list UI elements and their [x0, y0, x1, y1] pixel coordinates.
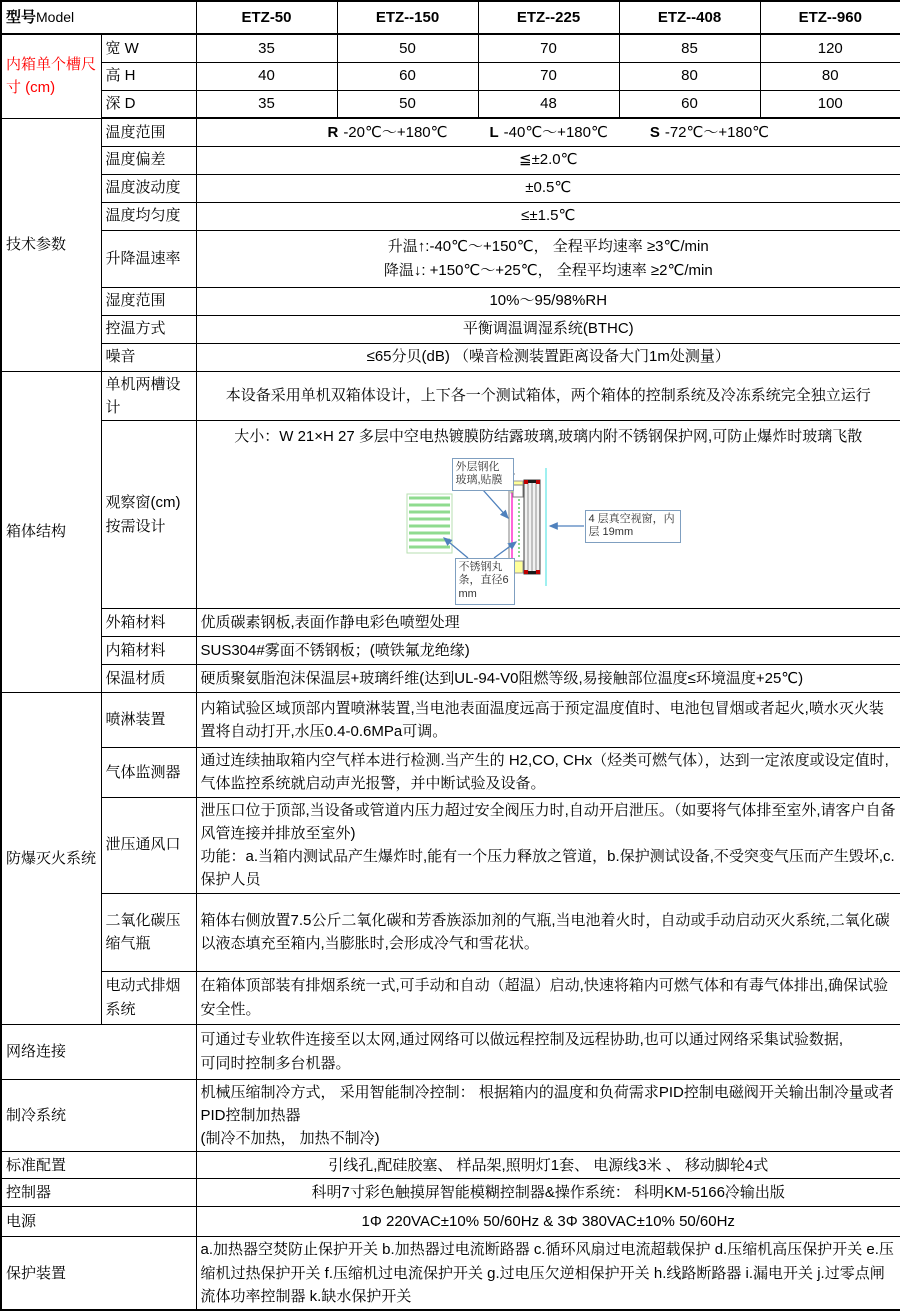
value-temp-deviation: ≦±2.0℃ — [196, 146, 900, 174]
callout-arrows — [444, 490, 584, 558]
handle-block — [513, 485, 523, 497]
model-label-cn: 型号 — [6, 9, 36, 26]
row-smoke-exhaust — [1, 971, 900, 1024]
range-R: R -20℃～+180℃ — [327, 121, 447, 144]
row-insulation — [1, 665, 900, 693]
row-label-smoke-exhaust: 电动式排烟系统 — [101, 971, 196, 1024]
value-cell: 35 — [196, 90, 337, 118]
row-label-gas-monitor: 气体监测器 — [101, 748, 196, 798]
value-standard-config: 引线孔,配硅胶塞、 样品架,照明灯1套、 电源线3米 、 移动脚轮4式 — [196, 1152, 900, 1179]
value-protection: a.加热器空焚防止保护开关 b.加热器过电流断路器 c.循环风扇过电流超载保护 d.压缩机高压保护开关 e.压缩机过热保护开关 f.压缩机过电流保护开关 g.过电压欠逆相保护开关 h.线路断路器 i.漏电开关 j.过零点闸流体功率控制器 k.缺水保护开关 — [196, 1237, 900, 1310]
row-temp-uniformity — [1, 202, 900, 230]
network-line1: 可通过专业软件连接至以太网,通过网络可以做远程控制及远程协助,也可以通过网络采集试验数据, — [201, 1028, 897, 1051]
row-co2-cylinder — [1, 893, 900, 971]
value-refrigeration — [196, 1079, 900, 1152]
row-label-pressure-vent: 泄压通风口 — [101, 797, 196, 893]
pressure-vent-functions: 功能：a.当箱内测试品产生爆炸时,能有一个压力释放之管道，b.保护测试设备,不受突变气压而产生毁坏,c.保护人员 — [201, 845, 897, 892]
value-cell: 80 — [619, 62, 760, 90]
row-label-ramp-rate: 升降温速率 — [101, 230, 196, 287]
row-temp-fluctuation — [1, 174, 900, 202]
model-col-etz225: ETZ--225 — [478, 1, 619, 34]
section-network: 网络连接 — [1, 1024, 196, 1079]
value-cell: 35 — [196, 34, 337, 62]
row-sprinkler — [1, 693, 900, 748]
value-controller: 科明7寸彩色触摸屏智能模糊控制器&操作系统： 科明KM-5166冷输出版 — [196, 1179, 900, 1207]
value-ramp-rate — [196, 230, 900, 287]
range-S: S -72℃～+180℃ — [650, 121, 769, 144]
value-network — [196, 1024, 900, 1079]
window-diagram — [197, 452, 900, 608]
row-pressure-vent — [1, 797, 900, 893]
row-controller — [1, 1179, 900, 1207]
row-temp-range — [1, 118, 900, 146]
row-power — [1, 1207, 900, 1237]
row-label-dual-chamber: 单机两槽设计 — [101, 371, 196, 421]
callout-steel-mesh: 不锈钢丸条，直径6mm — [455, 558, 515, 605]
callout-vacuum-window: 4 层真空视窗，内层 19mm — [585, 510, 681, 544]
value-humidity: 10%～95/98%RH — [196, 287, 900, 315]
ramp-down-line: 降温↓: +150℃～+25℃， 全程平均速率 ≥2℃/min — [201, 259, 897, 282]
model-col-etz150: ETZ--150 — [337, 1, 478, 34]
row-window — [1, 421, 900, 609]
section-fire-system: 防爆灭火系统 — [1, 693, 101, 1025]
row-label-temp-deviation: 温度偏差 — [101, 146, 196, 174]
callout-outer-glass: 外层钢化玻璃,贴膜 — [452, 458, 514, 492]
section-standard-config: 标准配置 — [1, 1152, 196, 1179]
section-controller: 控制器 — [1, 1179, 196, 1207]
row-label-temp-control: 控温方式 — [101, 315, 196, 343]
row-label-inner-material: 内箱材料 — [101, 637, 196, 665]
row-label-width: 宽 W — [101, 34, 196, 62]
section-refrigeration: 制冷系统 — [1, 1079, 196, 1152]
value-cell: 70 — [478, 62, 619, 90]
row-label-window — [101, 421, 196, 609]
value-pressure-vent — [196, 797, 900, 893]
row-gas-monitor — [1, 748, 900, 798]
value-noise: ≤65分贝(dB) （噪音检测装置距离设备大门1m处测量） — [196, 343, 900, 371]
window-label-line1: 观察窗(cm) — [106, 491, 192, 514]
value-window — [196, 421, 900, 609]
row-label-outer-material: 外箱材料 — [101, 609, 196, 637]
value-temp-fluctuation: ±0.5℃ — [196, 174, 900, 202]
value-cell: 50 — [337, 34, 478, 62]
value-cell: 50 — [337, 90, 478, 118]
ramp-up-line: 升温↑:-40℃～+150℃， 全程平均速率 ≥3℃/min — [201, 235, 897, 258]
network-line2: 可同时控制多台机器。 — [201, 1052, 897, 1075]
value-dual-chamber: 本设备采用单机双箱体设计，上下各一个测试箱体，两个箱体的控制系统及冷冻系统完全独立运行 — [196, 371, 900, 421]
row-refrigeration — [1, 1079, 900, 1152]
value-insulation: 硬质聚氨脂泡沫保温层+玻璃纤维(达到UL-94-V0阻燃等级,易接触部位温度≤环境温度+25℃) — [196, 665, 900, 693]
row-outer-material — [1, 609, 900, 637]
window-diagram-graphic — [197, 452, 900, 608]
row-label-depth: 深 D — [101, 90, 196, 118]
row-label-co2-cylinder: 二氧化碳压缩气瓶 — [101, 893, 196, 971]
section-inner-tank-size: 内箱单个槽尺寸 (cm) — [1, 34, 101, 118]
pressure-vent-text: 泄压口位于顶部,当设备或管道内压力超过安全阀压力时,自动开启泄压。（如要将气体排至室外,请客户自备风管连接并排放至室外) — [201, 799, 897, 846]
value-cell: 40 — [196, 62, 337, 90]
range-L: L -40℃～+180℃ — [489, 121, 607, 144]
row-humidity — [1, 287, 900, 315]
value-smoke-exhaust: 在箱体顶部装有排烟系统一式,可手动和自动（超温）启动,快速将箱内可燃气体和有毒气体排出,确保试验安全性。 — [196, 971, 900, 1024]
row-label-humidity: 湿度范围 — [101, 287, 196, 315]
section-chamber-structure: 箱体结构 — [1, 371, 101, 693]
dim-row-width — [1, 34, 900, 62]
value-inner-material: SUS304#雾面不锈钢板；(喷铁氟龙绝缘) — [196, 637, 900, 665]
dim-row-depth — [1, 90, 900, 118]
value-cell: 60 — [337, 62, 478, 90]
value-outer-material: 优质碳素钢板,表面作静电彩色喷塑处理 — [196, 609, 900, 637]
row-dual-chamber — [1, 371, 900, 421]
row-label-temp-fluctuation: 温度波动度 — [101, 174, 196, 202]
row-network — [1, 1024, 900, 1079]
row-label-temp-range: 温度范围 — [101, 118, 196, 146]
header-row — [1, 1, 900, 34]
model-col-etz50: ETZ-50 — [196, 1, 337, 34]
refrigeration-line1: 机械压缩制冷方式， 采用智能制冷控制： 根据箱内的温度和负荷需求PID控制电磁阀开关输出制冷量或者PID控制加热器 — [201, 1081, 897, 1128]
value-cell: 70 — [478, 34, 619, 62]
value-cell: 60 — [619, 90, 760, 118]
value-gas-monitor: 通过连续抽取箱内空气样本进行检测.当产生的 H2,CO, CHx（烃类可燃气体），达到一定浓度或设定值时,气体监控系统就启动声光报警，并中断试验及设备。 — [196, 748, 900, 798]
row-label-height: 高 H — [101, 62, 196, 90]
value-co2-cylinder: 箱体右侧放置7.5公斤二氧化碳和芳香族添加剂的气瓶,当电池着火时，自动或手动启动灭火系统,二氧化碳以液态填充至箱内,当膨胀时,会形成冷气和雪花状。 — [196, 893, 900, 971]
section-power: 电源 — [1, 1207, 196, 1237]
row-protection — [1, 1237, 900, 1310]
refrigeration-line2: (制冷不加热， 加热不制冷) — [201, 1127, 897, 1150]
value-cell: 80 — [760, 62, 900, 90]
model-col-etz960: ETZ--960 — [760, 1, 900, 34]
value-sprinkler: 内箱试验区域顶部内置喷淋装置,当电池表面温度远高于预定温度值时、电池包冒烟或者起火,喷水灭火装置将自动打开,水压0.4-0.6MPa可调。 — [196, 693, 900, 748]
value-cell: 120 — [760, 34, 900, 62]
row-label-temp-uniformity: 温度均匀度 — [101, 202, 196, 230]
value-temp-control: 平衡调温调湿系统(BTHC) — [196, 315, 900, 343]
arrow-outer-glass — [483, 490, 508, 518]
mesh-graphic — [407, 494, 452, 553]
row-label-sprinkler: 喷淋装置 — [101, 693, 196, 748]
row-label-noise: 噪音 — [101, 343, 196, 371]
section-protection: 保护装置 — [1, 1237, 196, 1310]
model-col-etz408: ETZ--408 — [619, 1, 760, 34]
row-noise — [1, 343, 900, 371]
row-label-insulation: 保温材质 — [101, 665, 196, 693]
value-power: 1Φ 220VAC±10% 50/60Hz & 3Φ 380VAC±10% 50/60Hz — [196, 1207, 900, 1237]
section-tech-params: 技术参数 — [1, 118, 101, 371]
value-temp-uniformity: ≤±1.5℃ — [196, 202, 900, 230]
window-headline: 大小：W 21×H 27 多层中空电热镀膜防结露玻璃,玻璃内附不锈钢保护网,可防止爆炸时玻璃飞散 — [197, 422, 900, 452]
value-cell: 100 — [760, 90, 900, 118]
row-temp-control — [1, 315, 900, 343]
row-standard-config — [1, 1152, 900, 1179]
window-label-line2: 按需设计 — [106, 515, 192, 538]
value-temp-range — [196, 118, 900, 146]
row-temp-deviation — [1, 146, 900, 174]
value-cell: 85 — [619, 34, 760, 62]
row-inner-material — [1, 637, 900, 665]
dim-row-height — [1, 62, 900, 90]
model-header-label — [1, 1, 196, 34]
value-cell: 48 — [478, 90, 619, 118]
model-label-en: Model — [36, 9, 74, 25]
row-ramp-rate — [1, 230, 900, 287]
